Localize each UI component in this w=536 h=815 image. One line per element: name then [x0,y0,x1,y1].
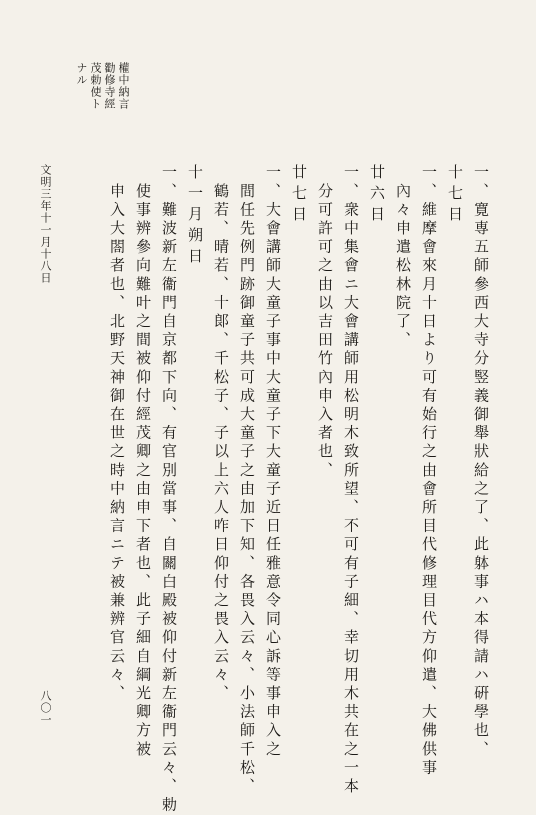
date-heading: 十一月朔日 [186,164,204,269]
entry-line: 一、大會講師大童子事中大童子下大童子近日任雅意令同心訴等事申入之 [264,164,282,760]
date-heading: 廿七日 [290,164,308,227]
entry-line: 內々申遣松林院了、 [394,164,412,350]
date-heading: 廿六日 [368,164,386,227]
date-heading: 十七日 [446,164,464,227]
entry-line: 一、難波新左衞門自京都下向、有官別當事、自關白殿被仰付新左衞門云々、勅 [160,164,178,815]
page-number: 八〇一 [39,690,52,726]
header-note-line: 勸修寺經 [103,62,116,110]
entry-line: 間任先例門跡御童子共可成大童子之由加下知、各畏入云々、小法師千松、 [238,164,256,797]
header-note-line: 茂勅使ト [89,62,102,110]
header-note-line: 權中納言 [117,62,130,110]
header-note-line: ナル [75,62,88,86]
entry-line: 一、維摩會來月十日より可有始行之由會所目代修理目代方仰遣、大佛供事 [420,164,438,778]
entry-line: 使事辨參向難叶之間被仰付經茂卿之由申下者也、此子細自綱光卿方被 [134,164,152,760]
entry-line: 鶴若、晴若、十郞、千松子、子以上六人咋日仰付之畏入云々、 [212,164,230,704]
entry-line: 分可許可之由以吉田竹內申入者也、 [316,164,334,481]
running-footer: 文明三年十一月十八日 [39,164,52,284]
entry-line: 一、衆中集會ニ大會講師用松明木致所望、不可有子細、幸切用木共在之一本 [342,164,360,797]
entry-line: 一、寛専五師參西大寺分竪義御舉狀給之了、此躰事ハ本得請ハ硏學也、 [472,164,490,760]
entry-line: 申入大閤者也、北野天神御在世之時中納言ニテ被兼辨官云々、 [108,164,126,704]
